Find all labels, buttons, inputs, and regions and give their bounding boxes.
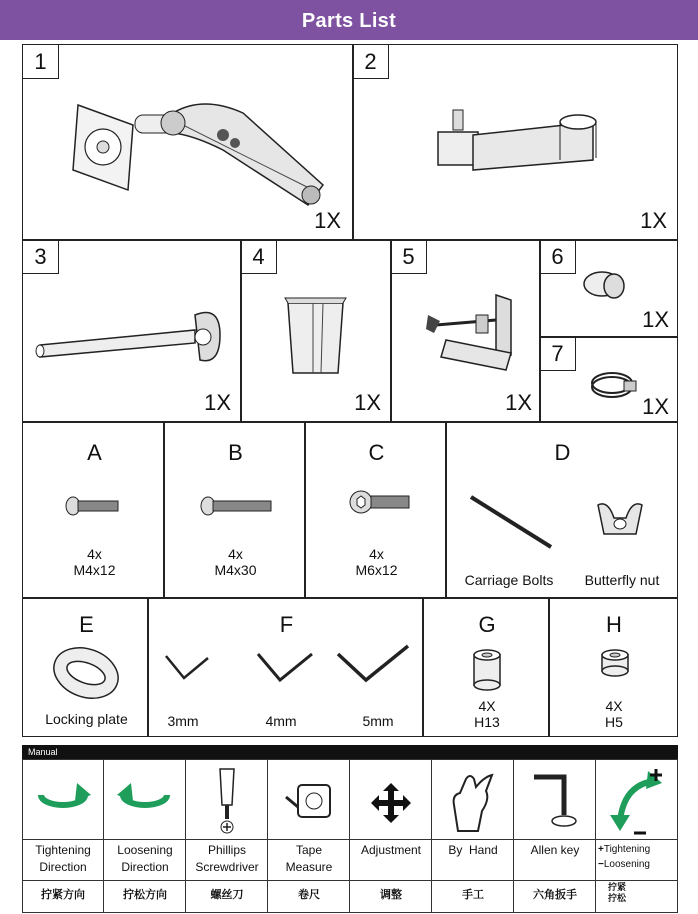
hardware-letter: C	[368, 440, 385, 465]
tightening-label: Tightening	[603, 844, 651, 855]
hardware-c-cell	[304, 421, 447, 599]
part-number: 1	[23, 45, 59, 79]
manual-label	[514, 842, 596, 859]
hand-icon	[448, 769, 498, 835]
manual-label	[432, 842, 514, 859]
manual-cn-label: 调整	[380, 889, 402, 901]
manual-cn-line: 拧紧	[608, 882, 627, 892]
hardware-size: M4x30	[214, 562, 257, 578]
part-quantity: 1X	[640, 208, 667, 233]
manual-label	[104, 842, 186, 876]
hardware-size: M6x12	[355, 562, 398, 578]
hardware-size: M4x12	[73, 562, 116, 578]
hardware-letter: F	[279, 612, 294, 637]
part-number: 5	[391, 240, 427, 274]
part-5-cell	[390, 239, 541, 423]
manual-cn-label: 拧紧方向	[41, 889, 85, 901]
allen-key-3mm-icon	[164, 654, 214, 684]
butterfly-nut-label: Butterfly nut	[584, 572, 660, 588]
part-number: 6	[540, 240, 576, 274]
plus-minus-icon	[604, 765, 670, 841]
part-number: 7	[540, 337, 576, 371]
screw-icon	[65, 496, 125, 516]
tape-measure-icon	[284, 777, 334, 827]
manual-cn-label: 六角扳手	[533, 889, 577, 901]
manual-label-line: Tightening	[35, 843, 91, 857]
allen-size-label: 4mm	[265, 713, 297, 729]
manual-label	[22, 842, 104, 876]
carriage-bolts-label: Carriage Bolts	[464, 572, 554, 588]
manual-label	[268, 842, 350, 876]
part-7-cell	[539, 336, 678, 423]
manual-label-line: Direction	[121, 860, 169, 874]
hardware-qty: 4X	[605, 698, 623, 714]
allen-size-label: 3mm	[167, 713, 199, 729]
manual-label-line: Direction	[39, 860, 87, 874]
move-arrows-icon	[369, 781, 413, 825]
part-quantity: 1X	[354, 390, 381, 415]
manual-label-line: Allen key	[530, 843, 580, 857]
page-title: Parts List	[301, 10, 397, 32]
hardware-size: H5	[605, 714, 623, 730]
hardware-letter: B	[228, 440, 243, 465]
hex-bolt-icon	[349, 490, 414, 514]
hardware-a-cell	[22, 421, 165, 599]
hardware-f-cell	[147, 597, 424, 737]
pole-drawing	[35, 295, 225, 375]
hardware-g-cell	[422, 597, 550, 737]
hardware-h-cell	[548, 597, 678, 737]
part-quantity: 1X	[204, 390, 231, 415]
hardware-size: H13	[474, 714, 500, 730]
part-4-cell	[240, 239, 392, 423]
hardware-e-cell	[22, 597, 149, 737]
clamp-drawing	[426, 295, 526, 380]
manual-cn-label: 拧松方向	[123, 889, 167, 901]
allen-key-4mm-icon	[256, 650, 316, 685]
manual-cn-label: 手工	[462, 889, 484, 901]
hardware-d-cell	[445, 421, 678, 599]
manual-cn-label	[608, 882, 678, 904]
hardware-qty: 4x	[369, 546, 384, 562]
manual-cn-label: 螺丝刀	[210, 889, 244, 901]
part-6-cell	[539, 239, 678, 338]
manual-label-line: Loosening	[117, 843, 173, 857]
manual-label-line: Adjustment	[360, 843, 422, 857]
screw-icon	[200, 496, 275, 516]
manual-label-line: Phillips	[207, 843, 246, 857]
spacer-short-icon	[600, 650, 630, 678]
manual-label	[598, 842, 678, 872]
hardware-qty: 4x	[228, 546, 243, 562]
locking-plate-icon	[51, 646, 121, 701]
butterfly-nut-icon	[596, 500, 646, 540]
manual-header: Manual	[22, 745, 678, 759]
hardware-letter: D	[554, 440, 571, 465]
locking-plate-label: Locking plate	[45, 711, 128, 727]
allen-size-label: 5mm	[362, 713, 394, 729]
part-3-cell	[22, 239, 242, 423]
cover-drawing	[283, 298, 353, 378]
part-1-cell	[22, 44, 354, 241]
part-number: 3	[23, 240, 59, 274]
loosening-label: Loosening	[603, 859, 650, 870]
manual-label-line: +Tightening	[598, 844, 651, 855]
part-quantity: 1X	[642, 394, 669, 419]
spacer-tall-icon	[472, 650, 502, 690]
part-number: 2	[353, 45, 389, 79]
hardware-b-cell	[163, 421, 306, 599]
allen-key-5mm-icon	[336, 644, 411, 684]
manual-label	[186, 842, 268, 876]
manual-label-line: Measure	[285, 860, 333, 874]
hardware-letter: A	[87, 440, 102, 465]
manual-label-line: −Loosening	[598, 859, 650, 870]
manual-label	[350, 842, 432, 859]
cable-ring-drawing	[590, 367, 640, 402]
extension-arm-drawing	[433, 110, 613, 190]
hardware-qty: 4X	[478, 698, 496, 714]
monitor-arm-drawing	[73, 95, 333, 205]
allen-key-icon	[530, 769, 580, 829]
manual-label-line: Tape	[295, 843, 323, 857]
part-quantity: 1X	[642, 307, 669, 332]
part-quantity: 1X	[314, 208, 341, 233]
manual-label-line: Screwdriver	[195, 860, 259, 874]
part-number: 4	[241, 240, 277, 274]
hardware-qty: 4x	[87, 546, 102, 562]
hardware-letter: G	[478, 612, 496, 637]
loosen-arrow-icon	[115, 781, 175, 821]
tighten-arrow-icon	[33, 781, 93, 821]
manual-label-line: By Hand	[448, 843, 498, 857]
cable-clip-drawing	[582, 262, 632, 302]
hardware-letter: E	[79, 612, 94, 637]
screwdriver-icon	[212, 767, 242, 837]
manual-cn-label: 卷尺	[298, 889, 320, 901]
carriage-bolt-icon	[466, 492, 556, 552]
manual-cn-line: 拧松	[608, 893, 627, 903]
hardware-letter: H	[606, 612, 622, 637]
part-quantity: 1X	[505, 390, 532, 415]
part-2-cell	[352, 44, 678, 241]
